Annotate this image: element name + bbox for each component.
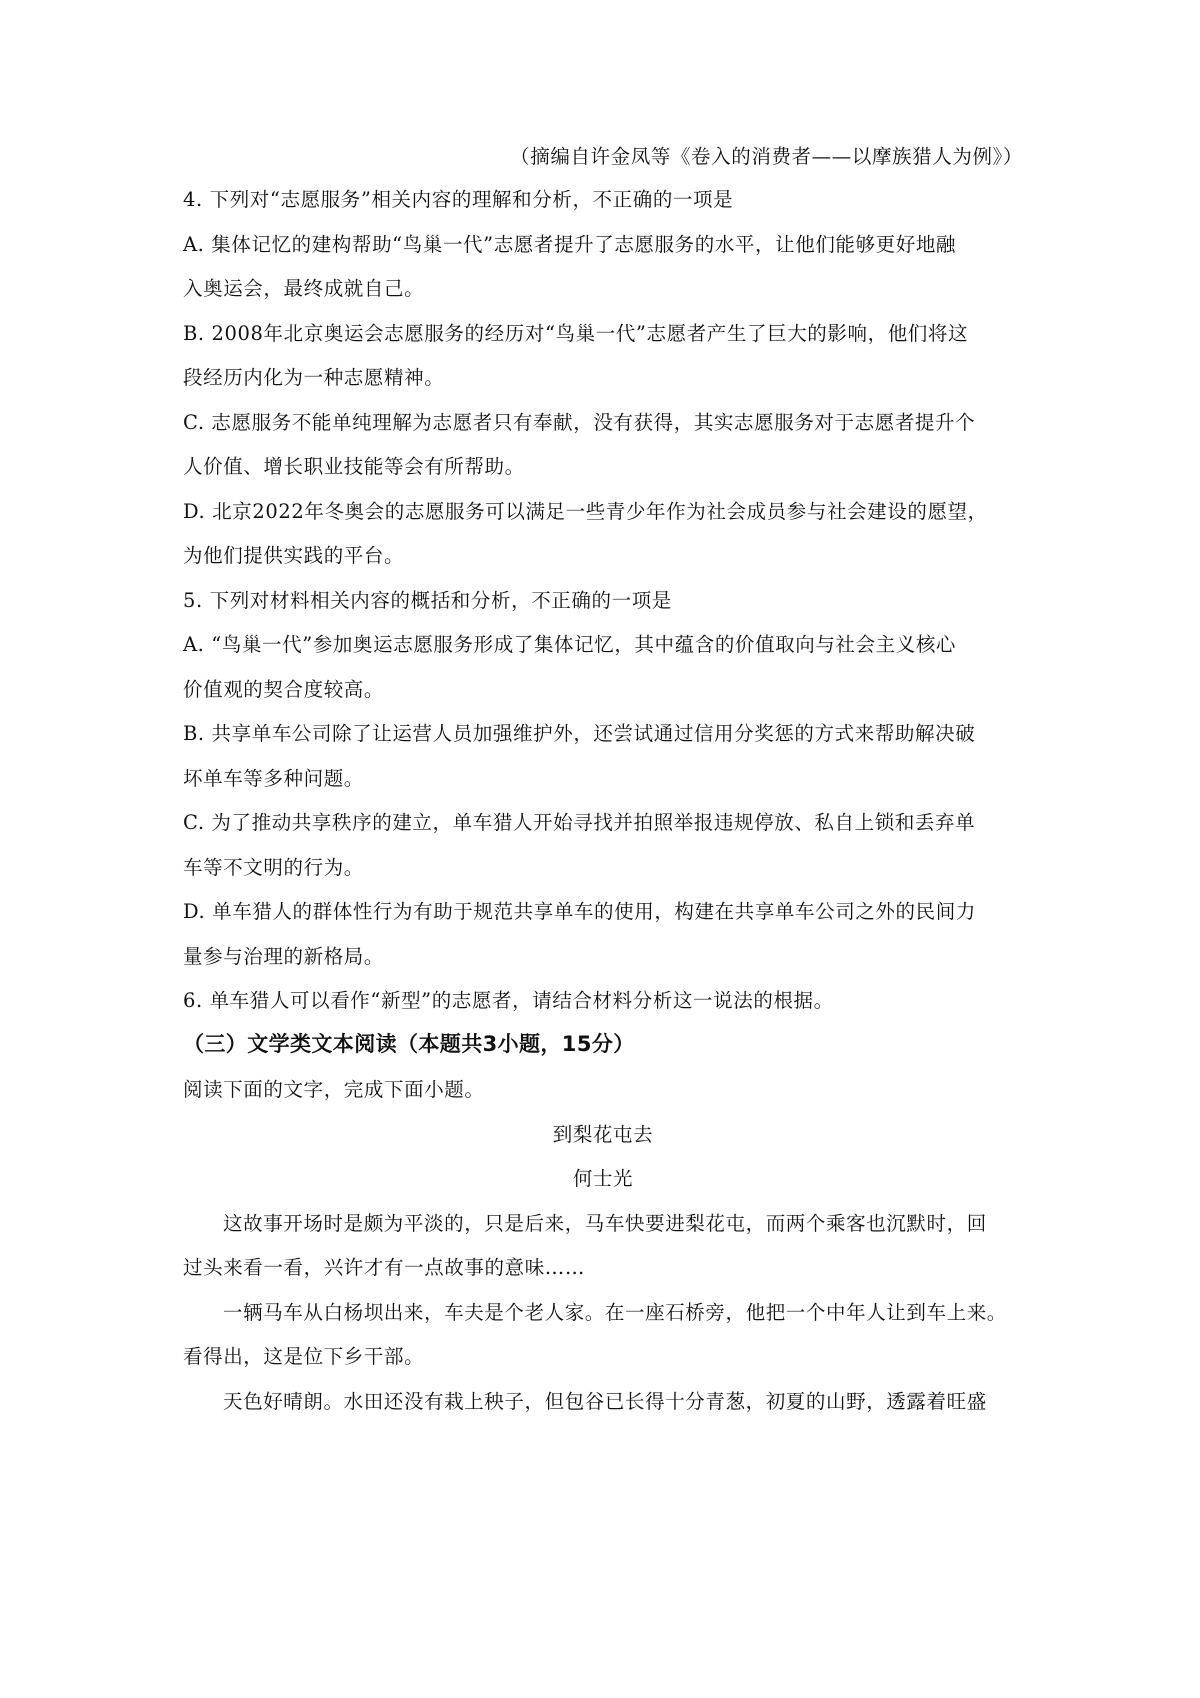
question-5-option-c-line-2: 车等不文明的行为。 — [183, 856, 364, 879]
section-heading: （三）文学类文本阅读（本题共3小题，15分） — [183, 1032, 635, 1056]
story-author: 何士光 — [572, 1167, 634, 1190]
question-5-option-b-line-1: B. 共享单车公司除了让运营人员加强维护外，还尝试通过信用分奖惩的方式来帮助解决破 — [183, 722, 976, 745]
question-5-option-a-line-1: A. “鸟巢一代”参加奥运志愿服务形成了集体记忆，其中蕴含的价值取向与社会主义核心 — [183, 633, 957, 656]
question-5-option-c-line-1: C. 为了推动共享秩序的建立，单车猎人开始寻找并拍照举报违规停放、私自上锁和丢弃单 — [183, 811, 976, 834]
question-4-option-a-line-1: A. 集体记忆的建构帮助“鸟巢一代”志愿者提升了志愿服务的水平，让他们能够更好地融 — [183, 233, 957, 256]
question-4-option-c-line-1: C. 志愿服务不能单纯理解为志愿者只有奉献，没有获得，其实志愿服务对于志愿者提升个 — [183, 411, 976, 434]
question-5-option-b-line-2: 坏单车等多种问题。 — [183, 767, 364, 790]
question-5-option-d-line-2: 量参与治理的新格局。 — [183, 945, 385, 968]
question-4-option-d-line-2: 为他们提供实践的平台。 — [183, 544, 405, 567]
paragraph-2-line-1: 一辆马车从白杨坝出来，车夫是个老人家。在一座石桥旁，他把一个中年人让到车上来。 — [223, 1301, 1007, 1324]
question-4-option-a-line-2: 入奥运会，最终成就自己。 — [183, 277, 425, 300]
question-5-option-d-line-1: D. 单车猎人的群体性行为有助于规范共享单车的使用，构建在共享单车公司之外的民间力 — [183, 900, 976, 923]
question-4-option-d-line-1: D. 北京2022年冬奥会的志愿服务可以满足一些青少年作为社会成员参与社会建设的愿望， — [183, 500, 988, 523]
question-4-option-b-line-1: B. 2008年北京奥运会志愿服务的经历对“鸟巢一代”志愿者产生了巨大的影响，他们将这 — [183, 322, 969, 345]
question-4-option-c-line-2: 人价值、增长职业技能等会有所帮助。 — [183, 455, 525, 478]
question-5-stem: 5. 下列对材料相关内容的概括和分析，不正确的一项是 — [183, 589, 672, 612]
question-5-option-a-line-2: 价值观的契合度较高。 — [183, 678, 385, 701]
paragraph-1-line-2: 过头来看一看，兴许才有一点故事的意味…… — [183, 1256, 586, 1279]
question-6-stem: 6. 单车猎人可以看作“新型”的志愿者，请结合材料分析这一说法的根据。 — [183, 989, 834, 1012]
paragraph-2-line-2: 看得出，这是位下乡干部。 — [183, 1345, 425, 1368]
paragraph-3-line-1: 天色好晴朗。水田还没有栽上秧子，但包谷已长得十分青葱，初夏的山野，透露着旺盛 — [223, 1390, 987, 1413]
question-4-stem: 4. 下列对“志愿服务”相关内容的理解和分析，不正确的一项是 — [183, 188, 734, 211]
story-title: 到梨花屯去 — [552, 1123, 654, 1146]
source-citation: （摘编自许金凤等《卷入的消费者——以摩族猎人为例》） — [510, 145, 1023, 168]
paragraph-1-line-1: 这故事开场时是颇为平淡的，只是后来，马车快要进梨花屯，而两个乘客也沉默时，回 — [223, 1212, 987, 1235]
question-4-option-b-line-2: 段经历内化为一种志愿精神。 — [183, 366, 445, 389]
reading-instruction: 阅读下面的文字，完成下面小题。 — [183, 1078, 485, 1101]
